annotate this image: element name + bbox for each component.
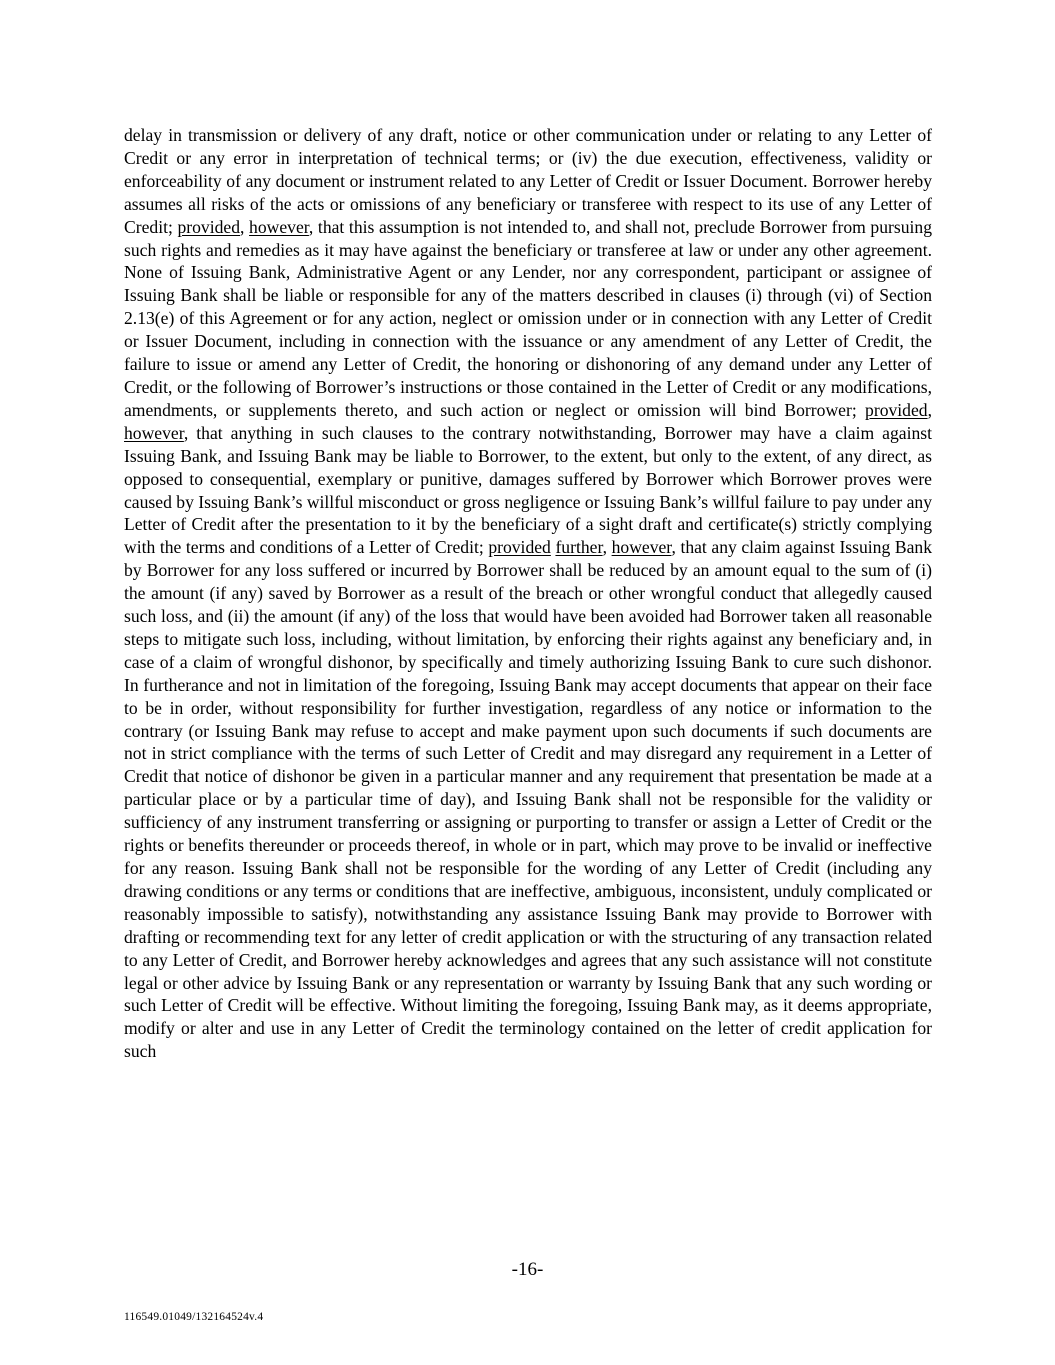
underlined-term-provided: provided — [865, 399, 928, 420]
document-id: 116549.01049/132164524v.4 — [124, 1311, 264, 1323]
underlined-term-however: however — [249, 216, 309, 237]
underlined-term-however: however — [124, 422, 184, 443]
text-run: , — [602, 537, 612, 558]
text-run: delay in transmission or delivery of any draft, notice or other communication under or relating to any Letter of Credit or any error in interpretation of technical terms; or (iv) the due execution, effectiveness, validity or enforceability of any document or instrument related to any Letter of Credit or Issuer Document. Borrower hereby assumes all risks of the acts or omissions of any beneficiary or transferee with respect to its use of any Letter of Credit; — [124, 125, 932, 237]
text-run: , — [240, 216, 250, 237]
underlined-term-however: however — [611, 537, 672, 558]
text-run: , — [927, 399, 932, 420]
page-number: -16- — [511, 1259, 544, 1280]
text-run: , that anything in such clauses to the contrary notwithstanding, Borrower may have a claim against Issuing Bank, and Issuing Bank may be liable to Borrower, to the extent, but only to the extent, of any direct, as opposed to consequential, exemplary or punitive, damages suffered by Borrower which Borrower proves were caused by Issuing Bank’s willful misconduct or gross negligence or Issuing Bank’s willful failure to pay under any Letter of Credit after the presentation to it by the beneficiary of a sight draft and certificate(s) strictly complying with the terms and conditions of a Letter of Credit; — [124, 422, 932, 558]
text-run: , that any claim against Issuing Bank by Borrower for any loss suffered or incurred by Borrower shall be reduced by an amount equal to the sum of (i) the amount (if any) saved by Borrower as a result of the breach or other wrongful conduct that allegedly caused such loss, and (ii) the amount (if any) of the loss that would have been avoided had Borrower taken all reasonable steps to mitigate such loss, including, without limitation, by enforcing their rights against any beneficiary and, in case of a claim of wrongful dishonor, by specifically and timely authorizing Issuing Bank to cure such dishonor. In furtherance and not in limitation of the foregoing, Issuing Bank may accept documents that appear on their face to be in order, without responsibility for further investigation, regardless of any notice or information to the contrary (or Issuing Bank may refuse to accept and make payment upon such documents if such documents are not in strict compliance with the terms of such Letter of Credit and may disregard any requirement in a Letter of Credit that notice of dishonor be given in a particular manner and any requirement that presentation be made at a particular place or by a particular time of day), and Issuing Bank shall not be responsible for the validity or sufficiency of any instrument transferring or assigning or purporting to transfer or assign a Letter of Credit or the rights or benefits thereunder or proceeds thereof, in whole or in part, which may prove to be invalid or ineffective for any reason. Issuing Bank shall not be responsible for the wording of any Letter of Credit (including any drawing conditions or any terms or conditions that are ineffective, ambiguous, inconsistent, unduly complicated or reasonably impossible to satisfy), notwithstanding any assistance Issuing Bank may provide to Borrower with drafting or recommending text for any letter of credit application or with the structuring of any transaction related to any Letter of Credit, and Borrower hereby acknowledges and agrees that any such assistance will not constitute legal or other advice by Issuing Bank or any representation or warranty by Issuing Bank that any such wording or such Letter of Credit will be effective. Without limiting the foregoing, Issuing Bank may, as it deems appropriate, modify or alter and use in any Letter of Credit the terminology contained on the letter of credit application for such — [124, 537, 932, 1062]
underlined-term-provided: provided — [177, 216, 241, 237]
body-paragraph — [124, 124, 932, 1063]
underlined-term-further: further — [555, 537, 603, 558]
text-run: , that this assumption is not intended to, and shall not, preclude Borrower from pursuing such rights and remedies as it may have against the beneficiary or transferee at law or under any other agreement. None of Issuing Bank, Administrative Agent or any Lender, nor any correspondent, participant or assignee of Issuing Bank shall be liable or responsible for any of the matters described in clauses (i) through (vi) of Section 2.13(e) of this Agreement or for any action, neglect or omission under or in connection with any Letter of Credit or Issuer Document, including in connection with the issuance or any amendment of any Letter of Credit, the failure to issue or amend any Letter of Credit, the honoring or dishonoring of any demand under any Letter of Credit, or the following of Borrower’s instructions or those contained in the Letter of Credit or any modifications, amendments, or supplements thereto, and such action or neglect or omission will bind Borrower; — [124, 216, 933, 420]
underlined-term-provided: provided — [488, 537, 551, 558]
